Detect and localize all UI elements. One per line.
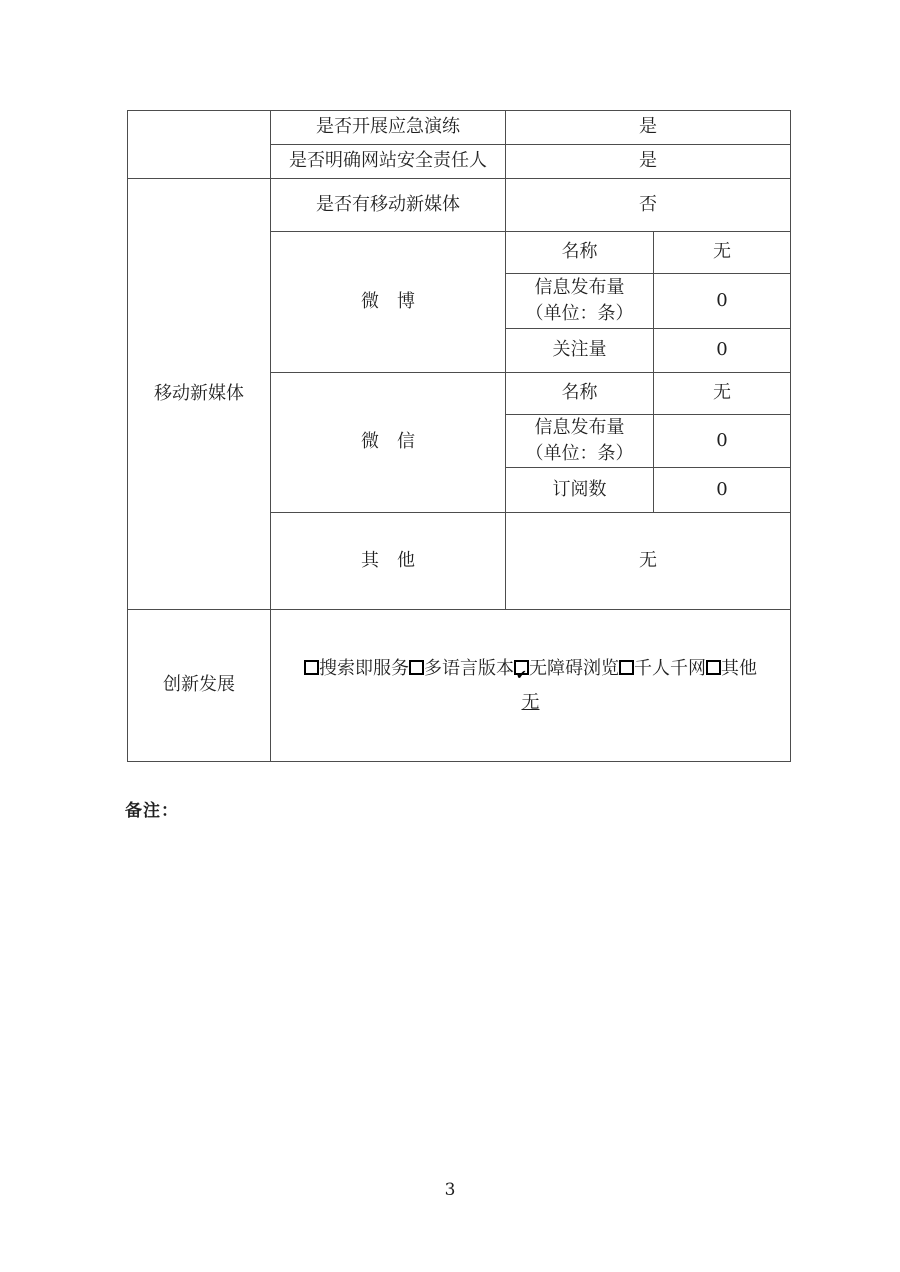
security-responsible-value: 是	[506, 145, 791, 179]
innovation-option	[619, 658, 706, 679]
table-row	[128, 610, 791, 762]
innovation-option-label: 其他	[721, 657, 757, 679]
innovation-other-value: 无	[521, 691, 540, 713]
emergency-drill-label: 是否开展应急演练	[271, 111, 506, 145]
wechat-publish-value: 0	[654, 415, 791, 468]
innovation-other-line	[271, 686, 790, 720]
annual-report-table	[127, 110, 791, 762]
section-cell-continued	[128, 111, 271, 179]
checkbox-multilingual-version	[409, 660, 424, 675]
weibo-header: 微 博	[271, 232, 506, 373]
remarks-label: 备注：	[125, 801, 179, 821]
other-media-header: 其 他	[271, 513, 506, 610]
wechat-subscriptions-value: 0	[654, 468, 791, 513]
innovation-option	[706, 658, 757, 679]
checkbox-personalized-web	[619, 660, 634, 675]
wechat-name-label: 名称	[506, 373, 654, 415]
table-row	[128, 179, 791, 232]
weibo-followers-value: 0	[654, 329, 791, 373]
weibo-followers-label: 关注量	[506, 329, 654, 373]
innovation-option-label: 无障碍浏览	[529, 657, 619, 679]
has-mobile-media-value: 否	[506, 179, 791, 232]
innovation-option	[304, 658, 409, 679]
innovation-option	[514, 658, 619, 679]
section-header-mobile-media: 移动新媒体	[128, 179, 271, 610]
table-row	[128, 111, 791, 145]
checkbox-accessible-browsing	[514, 660, 529, 675]
security-responsible-label: 是否明确网站安全责任人	[271, 145, 506, 179]
checkbox-search-as-service	[304, 660, 319, 675]
weibo-name-label: 名称	[506, 232, 654, 274]
wechat-name-value: 无	[654, 373, 791, 415]
has-mobile-media-label: 是否有移动新媒体	[271, 179, 506, 232]
checkbox-other	[706, 660, 721, 675]
innovation-options	[271, 652, 790, 686]
page-number: 3	[444, 1180, 456, 1200]
wechat-publish-label: 信息发布量 （单位：条）	[506, 415, 654, 468]
innovation-option-label: 多语言版本	[424, 657, 514, 679]
weibo-publish-value: 0	[654, 274, 791, 329]
weibo-publish-label: 信息发布量 （单位：条）	[506, 274, 654, 329]
innovation-options-cell	[271, 610, 791, 762]
wechat-header: 微 信	[271, 373, 506, 513]
emergency-drill-value: 是	[506, 111, 791, 145]
innovation-option-label: 千人千网	[634, 657, 706, 679]
innovation-option	[409, 658, 514, 679]
innovation-option-label: 搜索即服务	[319, 657, 409, 679]
section-header-innovation: 创新发展	[128, 610, 271, 762]
other-media-value: 无	[506, 513, 791, 610]
weibo-name-value: 无	[654, 232, 791, 274]
wechat-subscriptions-label: 订阅数	[506, 468, 654, 513]
